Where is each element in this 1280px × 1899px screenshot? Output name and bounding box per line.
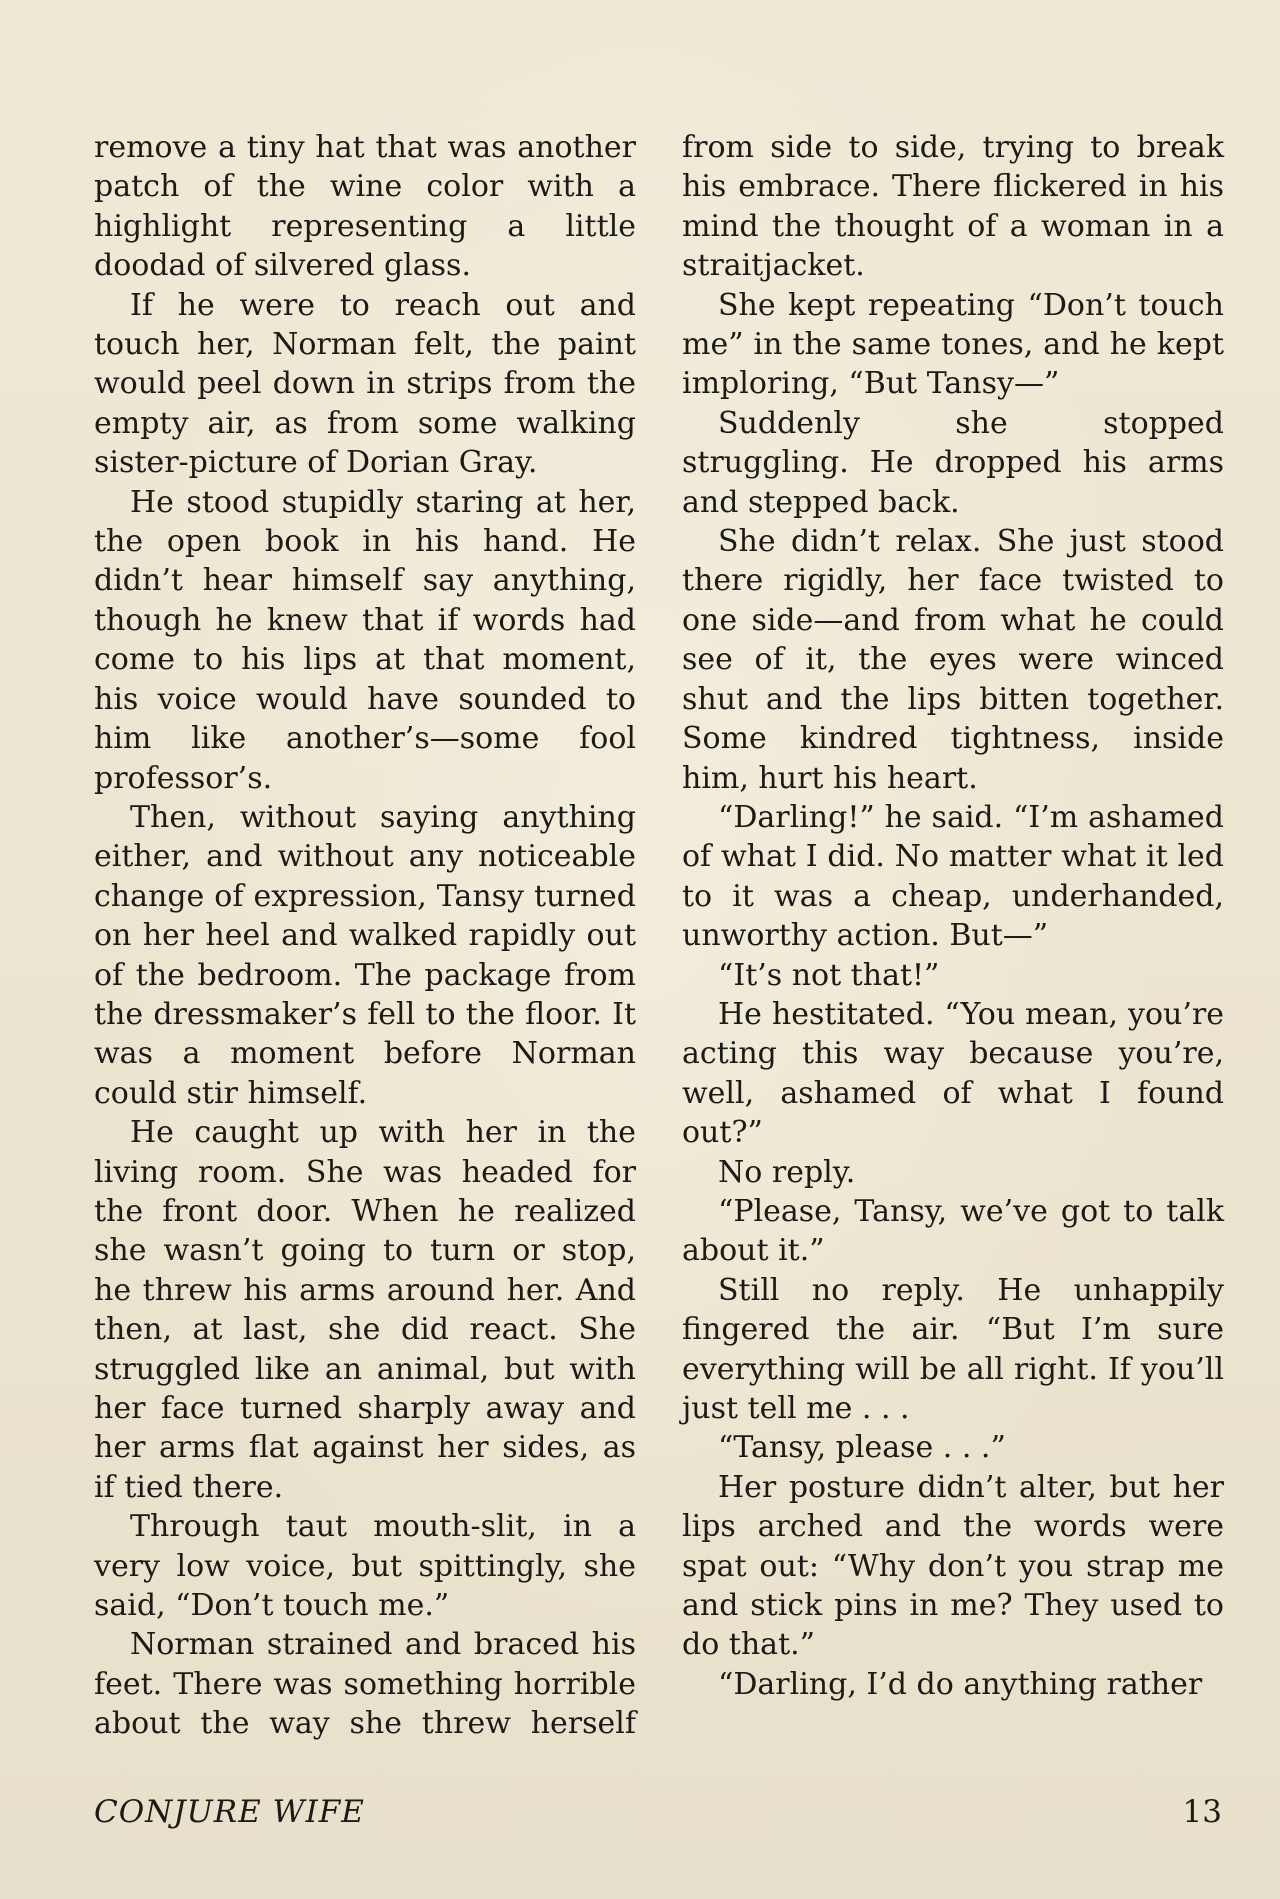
page-number: 13 [1182, 1794, 1222, 1830]
paragraph: He caught up with her in the living room. She was headed for the front door. When he realized she wasn’t going to turn or stop, he threw his arms around her. And then, at last, she did react. She struggled like an animal, but with her face turned sharply away and her arms flat against her sides, as if tied there. [94, 1115, 636, 1505]
paragraph: “It’s not that!” [718, 957, 940, 993]
paragraph: Norman strained and braced his feet. There was something horrible about the way she threw herself [94, 1627, 636, 1742]
paragraph: Then, without saying anything either, and without any noticeable change of expression, Tansy turned on her heel and walked rapidly out of the bedroom. The package from the dressmaker’s fell to the floor. It was a moment before Norman could stir himself. [94, 799, 636, 1111]
paragraph: She kept repeating “Don’t touch me” in the same tones, and he kept imploring, “But Tansy—” [682, 287, 1224, 402]
paragraph: She didn’t relax. She just stood there rigidly, her face twisted to one side—and from what he could see of it, the eyes were winced shut and the lips bitten together. Some kindred tightness, inside him, hurt his heart. [682, 524, 1224, 796]
paragraph: No reply. [718, 1154, 856, 1190]
paragraph: Still no reply. He unhappily fingered the air. “But I’m sure everything will be all right. If you’ll just tell me . . . [682, 1272, 1224, 1426]
paragraph: remove a tiny hat that was another patch of the wine color with a highlight representing a little doodad of silvered glass. [94, 130, 636, 284]
paragraph: “Tansy, please . . .” [718, 1430, 1006, 1466]
paragraph: “Darling, I’d do anything rather [718, 1666, 1203, 1702]
paragraph: He stood stupidly staring at her, the open book in his hand. He didn’t hear himself say anything, though he knew that if words had come to his lips at that moment, his voice would have sounded to him like another’s—some fool professor’s. [94, 484, 636, 796]
right-column [682, 128, 1224, 1704]
paragraph: “Darling!” he said. “I’m ashamed of what I did. No matter what it led to it was a cheap, underhanded, unworthy action. But—” [682, 799, 1224, 954]
paragraph: He hestitated. “You mean, you’re acting this way because you’re, well, ashamed of what I found out?” [682, 996, 1224, 1151]
paragraph: Her posture didn’t alter, but her lips arched and the words were spat out: “Why don’t you strap me and stick pins in me? They used to do that.” [682, 1469, 1224, 1663]
paragraph: from side to side, trying to break his embrace. There flickered in his mind the thought of a woman in a straitjacket. [682, 130, 1224, 284]
paragraph: Through taut mouth-slit, in a very low voice, but spittingly, she said, “Don’t touch me.” [94, 1509, 636, 1624]
paragraph: If he were to reach out and touch her, Norman felt, the paint would peel down in strips from the empty air, as from some walking sister-picture of Dorian Gray. [94, 287, 636, 481]
paragraph: “Please, Tansy, we’ve got to talk about it.” [682, 1193, 1224, 1269]
left-column [94, 128, 636, 1744]
running-footer-title: CONJURE WIFE [94, 1794, 365, 1830]
paragraph: Suddenly she stopped struggling. He dropped his arms and stepped back. [682, 405, 1224, 520]
